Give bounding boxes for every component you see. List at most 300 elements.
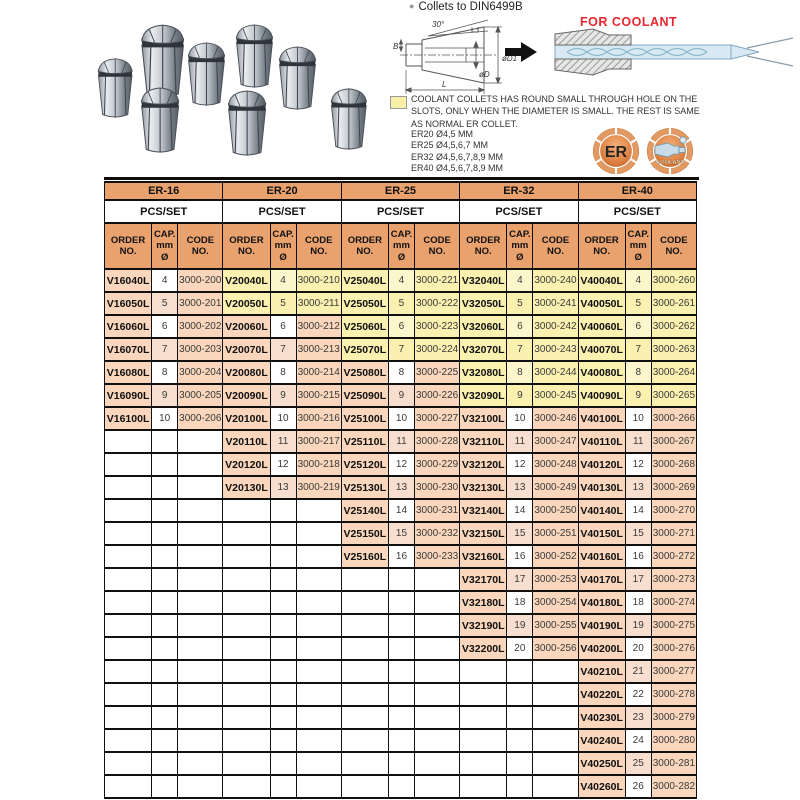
pcs-set-header: PCS/SET — [223, 200, 341, 223]
code-cell: 3000-263 — [651, 338, 696, 361]
empty-cell — [223, 499, 270, 522]
pcs-set-header: PCS/SET — [105, 200, 223, 223]
empty-cell — [152, 476, 178, 499]
code-cell: 3000-233 — [415, 545, 460, 568]
order-cell: V40060L — [578, 315, 625, 338]
diagram-angle-label: 30° — [432, 20, 445, 29]
empty-cell — [341, 729, 388, 752]
table-row — [105, 729, 697, 752]
empty-cell — [415, 637, 460, 660]
order-cell: V40070L — [578, 338, 625, 361]
empty-cell — [388, 706, 414, 729]
code-cell: 3000-231 — [415, 499, 460, 522]
coolant-note-line: COOLANT COLLETS HAS ROUND SMALL THROUGH HOLE ON THE — [411, 94, 698, 104]
code-cell: 3000-251 — [533, 522, 578, 545]
cap-cell: 7 — [625, 338, 651, 361]
code-cell: 3000-210 — [296, 269, 341, 292]
empty-cell — [152, 591, 178, 614]
order-cell: V20080L — [223, 361, 270, 384]
code-cell: 3000-244 — [533, 361, 578, 384]
empty-cell — [341, 683, 388, 706]
code-cell: 3000-260 — [651, 269, 696, 292]
code-cell: 3000-219 — [296, 476, 341, 499]
empty-cell — [341, 591, 388, 614]
cap-cell: 10 — [507, 407, 533, 430]
coolant-badge-label: COOLANT — [656, 160, 684, 166]
table-row — [105, 361, 697, 384]
cap-cell: 12 — [625, 453, 651, 476]
code-cell: 3000-212 — [296, 315, 341, 338]
empty-cell — [223, 614, 270, 637]
empty-cell — [296, 614, 341, 637]
empty-cell — [341, 660, 388, 683]
order-cell: V40050L — [578, 292, 625, 315]
order-cell: V40190L — [578, 614, 625, 637]
table-row — [105, 522, 697, 545]
empty-cell — [178, 637, 223, 660]
cap-cell: 22 — [625, 683, 651, 706]
cap-cell: 13 — [507, 476, 533, 499]
order-cell: V40220L — [578, 683, 625, 706]
cap-cell: 12 — [507, 453, 533, 476]
empty-cell — [270, 499, 296, 522]
group-header-ER-40: ER-40 — [578, 182, 696, 200]
code-cell: 3000-249 — [533, 476, 578, 499]
empty-cell — [296, 729, 341, 752]
cap-cell: 20 — [507, 637, 533, 660]
code-cell: 3000-273 — [651, 568, 696, 591]
order-cell: V25060L — [341, 315, 388, 338]
order-cell: V32070L — [460, 338, 507, 361]
cap-cell: 13 — [388, 476, 414, 499]
table-row — [105, 430, 697, 453]
empty-cell — [105, 729, 152, 752]
code-no-header: CODE NO. — [178, 223, 223, 269]
table-row — [105, 706, 697, 729]
group-header-ER-16: ER-16 — [105, 182, 223, 200]
empty-cell — [341, 752, 388, 775]
empty-cell — [178, 729, 223, 752]
cap-mm-header: CAP. mm Ø — [625, 223, 651, 269]
order-cell: V25090L — [341, 384, 388, 407]
empty-cell — [388, 591, 414, 614]
empty-cell — [415, 775, 460, 798]
empty-cell — [223, 752, 270, 775]
order-cell: V20090L — [223, 384, 270, 407]
code-cell: 3000-276 — [651, 637, 696, 660]
cap-cell: 4 — [388, 269, 414, 292]
cap-cell: 8 — [270, 361, 296, 384]
code-cell: 3000-268 — [651, 453, 696, 476]
cap-cell: 11 — [270, 430, 296, 453]
empty-cell — [270, 568, 296, 591]
empty-cell — [270, 545, 296, 568]
cap-cell: 5 — [152, 292, 178, 315]
empty-cell — [415, 614, 460, 637]
cap-cell: 13 — [270, 476, 296, 499]
order-no-header: ORDER NO. — [341, 223, 388, 269]
cap-cell: 5 — [270, 292, 296, 315]
order-cell: V25150L — [341, 522, 388, 545]
cap-cell: 10 — [625, 407, 651, 430]
er-badge-label: ER — [604, 144, 628, 161]
order-cell: V40080L — [578, 361, 625, 384]
order-cell: V32200L — [460, 637, 507, 660]
code-cell: 3000-253 — [533, 568, 578, 591]
coolant-badge-icon — [646, 126, 694, 176]
order-cell: V25050L — [341, 292, 388, 315]
coolant-size-list — [411, 129, 503, 174]
diagram-d-label: øD — [479, 70, 490, 79]
code-cell: 3000-278 — [651, 683, 696, 706]
cap-cell: 6 — [152, 315, 178, 338]
cap-cell: 16 — [625, 545, 651, 568]
code-cell: 3000-223 — [415, 315, 460, 338]
cap-cell: 16 — [507, 545, 533, 568]
coolant-size-line: ER25 Ø4,5,6,7 MM — [411, 140, 489, 151]
code-cell: 3000-221 — [415, 269, 460, 292]
empty-cell — [178, 522, 223, 545]
code-cell: 3000-280 — [651, 729, 696, 752]
empty-cell — [152, 752, 178, 775]
empty-cell — [296, 522, 341, 545]
cap-cell: 4 — [152, 269, 178, 292]
order-no-header: ORDER NO. — [460, 223, 507, 269]
empty-cell — [152, 660, 178, 683]
empty-cell — [388, 729, 414, 752]
empty-cell — [270, 752, 296, 775]
empty-cell — [270, 775, 296, 798]
empty-cell — [105, 706, 152, 729]
code-cell: 3000-262 — [651, 315, 696, 338]
empty-cell — [178, 568, 223, 591]
group-header-ER-20: ER-20 — [223, 182, 341, 200]
empty-cell — [178, 591, 223, 614]
empty-cell — [533, 775, 578, 798]
empty-cell — [388, 614, 414, 637]
code-cell: 3000-261 — [651, 292, 696, 315]
empty-cell — [415, 683, 460, 706]
table-row — [105, 269, 697, 292]
order-cell: V25080L — [341, 361, 388, 384]
order-cell: V16050L — [105, 292, 152, 315]
diagram-d1-label: øD1 — [502, 54, 518, 63]
code-cell: 3000-224 — [415, 338, 460, 361]
cap-cell: 5 — [388, 292, 414, 315]
code-no-header: CODE NO. — [651, 223, 696, 269]
cap-cell: 8 — [625, 361, 651, 384]
cap-cell: 12 — [270, 453, 296, 476]
code-cell: 3000-246 — [533, 407, 578, 430]
order-cell: V16040L — [105, 269, 152, 292]
cap-cell: 7 — [388, 338, 414, 361]
table-row — [105, 752, 697, 775]
cap-cell: 7 — [507, 338, 533, 361]
empty-cell — [296, 591, 341, 614]
cap-cell: 14 — [507, 499, 533, 522]
cap-cell: 7 — [270, 338, 296, 361]
code-cell: 3000-230 — [415, 476, 460, 499]
order-cell: V25100L — [341, 407, 388, 430]
cap-cell: 10 — [388, 407, 414, 430]
cap-cell: 26 — [625, 775, 651, 798]
code-cell: 3000-211 — [296, 292, 341, 315]
cap-cell: 11 — [388, 430, 414, 453]
order-cell: V20060L — [223, 315, 270, 338]
empty-cell — [296, 499, 341, 522]
cap-cell: 15 — [625, 522, 651, 545]
code-cell: 3000-250 — [533, 499, 578, 522]
table-row — [105, 683, 697, 706]
empty-cell — [152, 683, 178, 706]
bullet-icon: ● — [409, 1, 415, 11]
empty-cell — [178, 775, 223, 798]
code-cell: 3000-264 — [651, 361, 696, 384]
empty-cell — [296, 545, 341, 568]
empty-cell — [388, 568, 414, 591]
order-cell: V16060L — [105, 315, 152, 338]
empty-cell — [388, 660, 414, 683]
code-cell: 3000-266 — [651, 407, 696, 430]
cap-cell: 13 — [625, 476, 651, 499]
empty-cell — [178, 660, 223, 683]
code-cell: 3000-269 — [651, 476, 696, 499]
empty-cell — [105, 430, 152, 453]
order-cell: V16090L — [105, 384, 152, 407]
cap-cell: 24 — [625, 729, 651, 752]
empty-cell — [152, 430, 178, 453]
empty-cell — [223, 522, 270, 545]
cap-cell: 19 — [507, 614, 533, 637]
cap-cell: 5 — [507, 292, 533, 315]
coolant-note — [411, 93, 700, 130]
collet-photos — [85, 15, 395, 165]
empty-cell — [152, 499, 178, 522]
order-cell: V25160L — [341, 545, 388, 568]
empty-cell — [296, 683, 341, 706]
code-cell: 3000-216 — [296, 407, 341, 430]
empty-cell — [152, 775, 178, 798]
table-row — [105, 545, 697, 568]
cap-cell: 9 — [388, 384, 414, 407]
order-cell: V25040L — [341, 269, 388, 292]
order-cell: V20040L — [223, 269, 270, 292]
order-cell: V25110L — [341, 430, 388, 453]
empty-cell — [105, 568, 152, 591]
empty-cell — [533, 660, 578, 683]
code-cell: 3000-228 — [415, 430, 460, 453]
empty-cell — [507, 752, 533, 775]
empty-cell — [415, 591, 460, 614]
order-cell: V40200L — [578, 637, 625, 660]
order-cell: V40210L — [578, 660, 625, 683]
cap-cell: 6 — [388, 315, 414, 338]
empty-cell — [178, 614, 223, 637]
code-cell: 3000-204 — [178, 361, 223, 384]
empty-cell — [533, 706, 578, 729]
empty-cell — [533, 683, 578, 706]
empty-cell — [178, 476, 223, 499]
order-cell: V40040L — [578, 269, 625, 292]
empty-cell — [296, 775, 341, 798]
order-cell: V32090L — [460, 384, 507, 407]
empty-cell — [296, 637, 341, 660]
order-cell: V16080L — [105, 361, 152, 384]
order-cell: V40120L — [578, 453, 625, 476]
order-cell: V40160L — [578, 545, 625, 568]
cap-cell: 9 — [152, 384, 178, 407]
empty-cell — [105, 775, 152, 798]
code-cell: 3000-282 — [651, 775, 696, 798]
order-cell: V16100L — [105, 407, 152, 430]
code-cell: 3000-267 — [651, 430, 696, 453]
code-cell: 3000-252 — [533, 545, 578, 568]
code-cell: 3000-205 — [178, 384, 223, 407]
empty-cell — [105, 752, 152, 775]
empty-cell — [223, 637, 270, 660]
code-cell: 3000-215 — [296, 384, 341, 407]
order-cell: V20100L — [223, 407, 270, 430]
empty-cell — [270, 683, 296, 706]
cap-cell: 8 — [507, 361, 533, 384]
table-row — [105, 591, 697, 614]
table-row — [105, 614, 697, 637]
empty-cell — [341, 614, 388, 637]
cap-cell: 19 — [625, 614, 651, 637]
cap-cell: 10 — [270, 407, 296, 430]
empty-cell — [460, 775, 507, 798]
table-row — [105, 338, 697, 361]
order-cell: V32120L — [460, 453, 507, 476]
code-cell: 3000-281 — [651, 752, 696, 775]
empty-cell — [223, 729, 270, 752]
pcs-set-header: PCS/SET — [460, 200, 578, 223]
cap-cell: 17 — [507, 568, 533, 591]
empty-cell — [533, 729, 578, 752]
order-cell: V32040L — [460, 269, 507, 292]
cap-cell: 9 — [270, 384, 296, 407]
cap-mm-header: CAP. mm Ø — [507, 223, 533, 269]
order-cell: V32180L — [460, 591, 507, 614]
empty-cell — [105, 660, 152, 683]
cap-cell: 5 — [625, 292, 651, 315]
empty-cell — [388, 775, 414, 798]
cap-cell: 20 — [625, 637, 651, 660]
code-cell: 3000-243 — [533, 338, 578, 361]
empty-cell — [507, 706, 533, 729]
code-cell: 3000-256 — [533, 637, 578, 660]
order-cell: V25140L — [341, 499, 388, 522]
order-cell: V25070L — [341, 338, 388, 361]
code-cell: 3000-213 — [296, 338, 341, 361]
code-cell: 3000-241 — [533, 292, 578, 315]
order-cell: V32160L — [460, 545, 507, 568]
empty-cell — [178, 706, 223, 729]
cap-cell: 4 — [507, 269, 533, 292]
order-cell: V32110L — [460, 430, 507, 453]
order-cell: V32170L — [460, 568, 507, 591]
empty-cell — [223, 706, 270, 729]
cap-cell: 15 — [388, 522, 414, 545]
empty-cell — [415, 706, 460, 729]
cap-cell: 18 — [625, 591, 651, 614]
code-cell: 3000-214 — [296, 361, 341, 384]
er-badge-icon — [592, 126, 640, 176]
empty-cell — [270, 729, 296, 752]
for-coolant-label: FOR COOLANT — [580, 15, 678, 29]
empty-cell — [296, 752, 341, 775]
code-no-header: CODE NO. — [296, 223, 341, 269]
code-cell: 3000-270 — [651, 499, 696, 522]
cap-cell: 6 — [507, 315, 533, 338]
code-cell: 3000-277 — [651, 660, 696, 683]
empty-cell — [178, 545, 223, 568]
empty-cell — [507, 683, 533, 706]
order-cell: V32080L — [460, 361, 507, 384]
code-cell: 3000-274 — [651, 591, 696, 614]
order-no-header: ORDER NO. — [105, 223, 152, 269]
empty-cell — [270, 591, 296, 614]
table-row — [105, 407, 697, 430]
cap-cell: 10 — [152, 407, 178, 430]
code-cell: 3000-222 — [415, 292, 460, 315]
cap-cell: 4 — [625, 269, 651, 292]
din-note-text: Collets to DIN6499B — [418, 1, 523, 13]
order-cell: V32150L — [460, 522, 507, 545]
coolant-size-line: ER32 Ø4,5,6,7,8,9 MM — [411, 151, 504, 162]
coolant-size-line: ER20 Ø4,5 MM — [411, 129, 474, 139]
empty-cell — [341, 706, 388, 729]
cap-cell: 11 — [625, 430, 651, 453]
empty-cell — [341, 568, 388, 591]
pcs-set-header: PCS/SET — [341, 200, 459, 223]
empty-cell — [152, 614, 178, 637]
order-cell: V32100L — [460, 407, 507, 430]
cap-mm-header: CAP. mm Ø — [388, 223, 414, 269]
cap-cell: 4 — [270, 269, 296, 292]
code-cell: 3000-203 — [178, 338, 223, 361]
empty-cell — [105, 683, 152, 706]
code-cell: 3000-272 — [651, 545, 696, 568]
table-row — [105, 568, 697, 591]
code-cell: 3000-275 — [651, 614, 696, 637]
empty-cell — [388, 683, 414, 706]
empty-cell — [296, 660, 341, 683]
empty-cell — [152, 568, 178, 591]
group-header-ER-25: ER-25 — [341, 182, 459, 200]
coolant-note-line: AS NORMAL ER COLLET. — [411, 118, 518, 129]
empty-cell — [152, 706, 178, 729]
empty-cell — [507, 660, 533, 683]
order-cell: V32130L — [460, 476, 507, 499]
cap-cell: 21 — [625, 660, 651, 683]
order-cell: V40100L — [578, 407, 625, 430]
empty-cell — [460, 706, 507, 729]
order-cell: V20130L — [223, 476, 270, 499]
code-cell: 3000-206 — [178, 407, 223, 430]
empty-cell — [341, 637, 388, 660]
empty-cell — [178, 499, 223, 522]
cap-mm-header: CAP. mm Ø — [270, 223, 296, 269]
empty-cell — [296, 568, 341, 591]
order-cell: V32140L — [460, 499, 507, 522]
order-cell: V40240L — [578, 729, 625, 752]
order-cell: V40170L — [578, 568, 625, 591]
order-cell: V20050L — [223, 292, 270, 315]
order-cell: V40250L — [578, 752, 625, 775]
empty-cell — [178, 752, 223, 775]
order-cell: V40260L — [578, 775, 625, 798]
